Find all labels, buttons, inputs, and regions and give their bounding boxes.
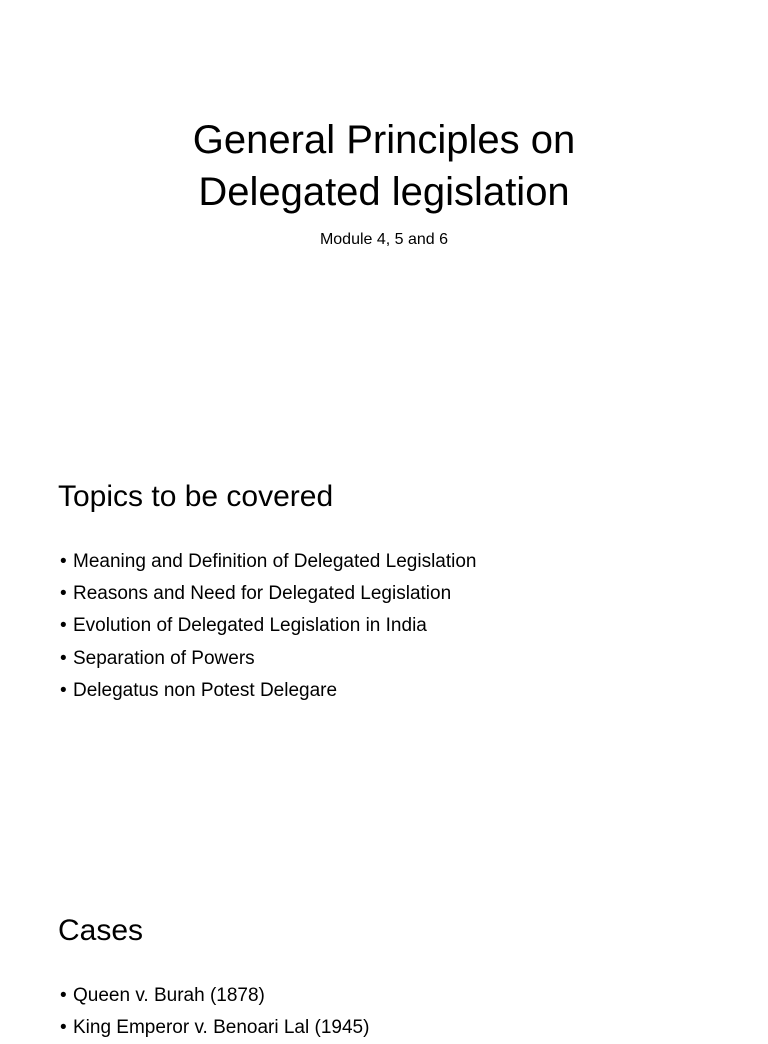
list-item [60,980,369,1012]
presentation-subtitle: Module 4, 5 and 6 [319,231,449,248]
list-item-text: Evolution of Delegated Legislation in India [73,615,427,637]
title-line-1: General Principles on [192,118,576,162]
list-item-text: Delegatus non Potest Delegare [73,679,338,701]
list-item [60,578,477,610]
list-item [60,675,477,707]
list-item-text: Separation of Powers [73,647,255,669]
list-item [60,1012,369,1044]
list-item-text: King Emperor v. Benoari Lal (1945) [73,1017,370,1039]
bullet-icon: • [60,679,67,701]
list-item [60,643,477,675]
list-item-text: Queen v. Burah (1878) [73,985,265,1006]
bullet-icon: • [60,583,67,605]
bullet-icon: • [60,1017,67,1039]
bullet-icon: • [60,985,67,1006]
slide-cases [0,864,768,1039]
cases-list [60,980,369,1044]
slide-title [0,0,768,432]
bullet-icon: • [60,647,67,669]
slide-topics [0,432,768,864]
presentation-title [0,114,768,218]
list-item [60,546,477,578]
list-item [60,610,477,642]
cases-heading: Cases [58,914,144,947]
bullet-icon: • [60,551,67,572]
list-item-text: Meaning and Definition of Delegated Legislation [73,551,477,572]
bullet-icon: • [60,615,67,637]
list-item-text: Reasons and Need for Delegated Legislation [73,583,452,605]
topics-list [60,546,477,707]
topics-heading: Topics to be covered [58,480,334,513]
title-line-2: Delegated legislation [198,170,570,214]
